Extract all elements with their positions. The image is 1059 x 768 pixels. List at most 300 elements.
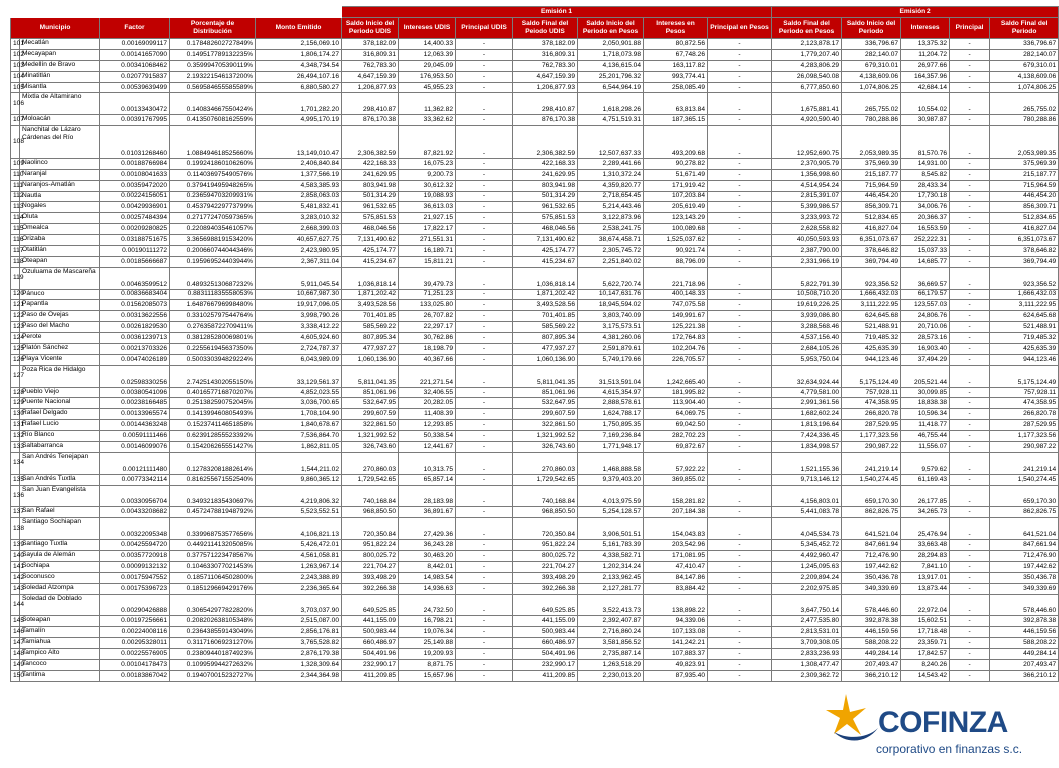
table-row [11,354,1059,365]
cell-sf-udis: 326,743.60 [513,442,578,453]
cell-sf-e2: 416,827.04 [990,224,1059,235]
cell-si-pesos: 5,161,783.39 [578,540,644,551]
cell-pr-e2: - [950,670,990,681]
cell-si-udis: 876,170.38 [342,115,399,126]
cell-int-udis: 50,338.54 [399,431,456,442]
cell-pr-pesos: - [708,474,772,485]
cell-si-e2: 366,210.12 [842,670,901,681]
cell-pr-pesos: - [708,649,772,660]
cell-si-pesos: 2,591,879.61 [578,343,644,354]
column-header: Saldo Final del Peiodo UDIS [513,18,578,39]
table-row [11,213,1059,224]
cell-sf-udis: 4,647,159.39 [513,71,578,82]
cell-sf-udis: 270,860.03 [513,452,578,474]
cell-no: 123 [11,322,20,333]
cell-pr-udis: - [456,638,513,649]
cell-porcentaje: 0.238094401874923% [170,649,256,660]
cell-int-e2: 16,903.40 [901,343,950,354]
cell-no: 139 [11,540,20,551]
table-row [11,322,1059,333]
table-row [11,245,1059,256]
cell-int-pesos: 63,813.84 [644,93,708,115]
table-row [11,431,1059,442]
cell-no: 125 [11,343,20,354]
cell-pr-udis: - [456,311,513,322]
cell-int-pesos: 1,525,037.62 [644,235,708,246]
cell-sf-udis: 468,046.56 [513,224,578,235]
cell-si-pesos: 4,136,615.04 [578,60,644,71]
cell-factor: 0.00425594720 [100,540,170,551]
table-row [11,649,1059,660]
cell-sf-e2: 4,138,609.06 [990,71,1059,82]
cell-pr-e2: - [950,126,990,159]
table-row [11,572,1059,583]
cell-pr-e2: - [950,245,990,256]
cell-monto: 2,406,840.84 [256,158,342,169]
cell-sf-udis: 1,060,136.90 [513,354,578,365]
cell-si-e2: 266,820.78 [842,409,901,420]
table-row [11,126,1059,159]
table-row [11,540,1059,551]
cell-pr-pesos: - [708,343,772,354]
cell-municipio: Medellín de Bravo [20,60,100,71]
cell-porcentaje: 0.127832081882614% [170,452,256,474]
cell-monto: 4,561,058.81 [256,550,342,561]
cell-pr-e2: - [950,540,990,551]
cell-porcentaje: 0.883111835558053% [170,289,256,300]
cell-porcentaje: 0.449211413205085% [170,540,256,551]
cell-si-udis: 649,525.85 [342,594,399,616]
cell-int-e2: 22,972.04 [901,594,950,616]
cell-sf-e2: 282,140.07 [990,49,1059,60]
cell-int-pesos: 94,339.06 [644,616,708,627]
cell-pr-udis: - [456,169,513,180]
cell-pr-udis: - [456,507,513,518]
cell-si-udis: 803,941.98 [342,180,399,191]
table-row [11,39,1059,50]
cell-municipio: Soledad Atzompa [20,583,100,594]
cell-pr-e2: - [950,343,990,354]
cell-si-e2: 350,436.78 [842,572,901,583]
cell-sf-pesos: 1,779,207.40 [772,49,842,60]
cell-sf-pesos: 1,245,095.63 [772,561,842,572]
cell-no: 135 [11,474,20,485]
cell-int-e2: 81,570.76 [901,126,950,159]
cell-si-pesos: 2,050,901.88 [578,39,644,50]
column-header: Intereses [901,18,950,39]
cell-int-pesos: 84,147.86 [644,572,708,583]
cell-si-pesos: 1,771,948.17 [578,442,644,453]
cell-municipio: Oteapan [20,256,100,267]
cell-sf-pesos: 1,813,196.64 [772,420,842,431]
cell-int-udis: 26,707.82 [399,311,456,322]
cell-si-udis: 701,401.85 [342,311,399,322]
cell-sf-udis: 800,025.72 [513,550,578,561]
cell-factor: 0.00225576905 [100,649,170,660]
cell-sf-udis: 477,937.27 [513,343,578,354]
cell-factor: 0.02077915837 [100,71,170,82]
cell-sf-pesos: 5,441,083.78 [772,507,842,518]
table-row [11,256,1059,267]
cell-int-pesos: 88,796.09 [644,256,708,267]
cell-si-e2: 944,123.46 [842,354,901,365]
cell-sf-pesos: 2,202,975.85 [772,583,842,594]
cell-sf-e2: 780,288.86 [990,115,1059,126]
cell-porcentaje: 0.195969524403944% [170,256,256,267]
cell-sf-pesos: 3,647,750.14 [772,594,842,616]
cell-municipio: Tamiahua [20,638,100,649]
cell-monto: 5,911,045.54 [256,267,342,289]
cell-si-udis: 1,060,136.90 [342,354,399,365]
cell-monto: 1,701,282.20 [256,93,342,115]
cell-pr-pesos: - [708,485,772,507]
table-row [11,343,1059,354]
cell-si-e2: 416,827.04 [842,224,901,235]
cell-pr-pesos: - [708,365,772,387]
cell-si-udis: 961,532.65 [342,202,399,213]
cell-no: 143 [11,583,20,594]
cell-no: 116 [11,235,20,246]
cell-int-pesos: 1,242,665.40 [644,365,708,387]
cell-sf-udis: 393,498.29 [513,572,578,583]
cell-sf-pesos: 1,521,155.36 [772,452,842,474]
cell-si-e2: 207,493.47 [842,659,901,670]
cell-no: 134 [11,452,20,474]
cell-int-udis: 20,282.05 [399,398,456,409]
cell-monto: 4,605,924.60 [256,333,342,344]
cell-si-udis: 326,743.60 [342,442,399,453]
cell-int-pesos: 107,203.84 [644,191,708,202]
cell-si-udis: 299,607.59 [342,409,399,420]
cell-pr-pesos: - [708,540,772,551]
cell-int-udis: 22,297.17 [399,322,456,333]
cell-pr-pesos: - [708,616,772,627]
cell-pr-udis: - [456,115,513,126]
cell-int-e2: 28,573.16 [901,333,950,344]
cell-sf-udis: 720,350.84 [513,518,578,540]
cell-porcentaje: 0.349321835430697% [170,485,256,507]
cell-factor: 0.00188766984 [100,158,170,169]
cell-int-udis: 12,063.39 [399,49,456,60]
cell-si-pesos: 6,544,964.19 [578,82,644,93]
cell-porcentaje: 0.271772470597365% [170,213,256,224]
cell-sf-udis: 803,941.98 [513,180,578,191]
cell-municipio: San Rafael [20,507,100,518]
cell-sf-e2: 1,540,274.45 [990,474,1059,485]
cell-sf-pesos: 1,675,881.41 [772,93,842,115]
cell-municipio: Omealca [20,224,100,235]
cell-int-udis: 24,732.50 [399,594,456,616]
cell-si-udis: 415,234.67 [342,256,399,267]
cell-factor: 0.00295328011 [100,638,170,649]
cell-int-udis: 19,076.34 [399,627,456,638]
cell-porcentaje: 0.453794229773799% [170,202,256,213]
cell-pr-udis: - [456,202,513,213]
cell-monto: 4,219,806.32 [256,485,342,507]
cell-int-pesos: 51,671.49 [644,169,708,180]
cell-int-e2: 11,204.72 [901,49,950,60]
cell-int-e2: 30,099.85 [901,387,950,398]
cell-pr-udis: - [456,267,513,289]
cell-no: 102 [11,49,20,60]
brand-name: COFINZA [878,706,1008,739]
cell-pr-pesos: - [708,431,772,442]
cell-int-udis: 15,811.21 [399,256,456,267]
cell-pr-udis: - [456,409,513,420]
cell-municipio: Sayula de Alemán [20,550,100,561]
cell-pr-pesos: - [708,235,772,246]
cell-factor: 0.00591111466 [100,431,170,442]
cell-int-e2: 30,987.87 [901,115,950,126]
cell-si-e2: 349,339.69 [842,583,901,594]
cell-si-udis: 4,647,159.39 [342,71,399,82]
cell-municipio: Puente Nacional [20,398,100,409]
cell-int-e2: 42,684.14 [901,82,950,93]
cell-int-pesos: 747,075.58 [644,300,708,311]
cell-pr-e2: - [950,507,990,518]
cell-int-e2: 17,842.57 [901,649,950,660]
cell-pr-pesos: - [708,180,772,191]
cell-pr-pesos: - [708,670,772,681]
cell-no: 101 [11,39,20,50]
cell-porcentaje: 0.104633077021453% [170,561,256,572]
cell-si-udis: 2,306,382.59 [342,126,399,159]
cell-pr-pesos: - [708,202,772,213]
table-row [11,115,1059,126]
header-spacer [11,7,342,18]
cell-factor: 0.00238166485 [100,398,170,409]
cell-sf-pesos: 1,682,602.24 [772,409,842,420]
cell-sf-e2: 350,436.78 [990,572,1059,583]
cell-si-e2: 2,053,989.35 [842,126,901,159]
cell-pr-udis: - [456,93,513,115]
cell-si-pesos: 7,169,236.84 [578,431,644,442]
cell-no: 140 [11,550,20,561]
cell-si-pesos: 1,718,073.98 [578,49,644,60]
cell-no: 129 [11,398,20,409]
cell-no: 136 [11,485,20,507]
cell-int-udis: 15,657.96 [399,670,456,681]
cell-pr-e2: - [950,550,990,561]
cell-municipio: Tamalín [20,627,100,638]
cell-sf-pesos: 4,514,954.24 [772,180,842,191]
cell-monto: 5,523,552.51 [256,507,342,518]
cell-factor: 0.00429936901 [100,202,170,213]
cell-si-e2: 215,187.77 [842,169,901,180]
cell-municipio: Paso de Ovejas [20,311,100,322]
table-row [11,169,1059,180]
cell-pr-pesos: - [708,638,772,649]
cell-municipio: San Andrés Tenejapan [20,452,100,474]
cell-factor: 0.00224156051 [100,191,170,202]
cell-int-e2: 16,553.59 [901,224,950,235]
cell-municipio: Nogales [20,202,100,213]
cell-municipio: Misantla [20,82,100,93]
cell-sf-e2: 369,794.49 [990,256,1059,267]
cell-pr-pesos: - [708,169,772,180]
cell-sf-e2: 446,159.56 [990,627,1059,638]
cell-no: 149 [11,659,20,670]
cell-factor: 0.00209280825 [100,224,170,235]
cell-pr-pesos: - [708,213,772,224]
cell-pr-e2: - [950,420,990,431]
cell-factor: 0.00099132132 [100,561,170,572]
cell-pr-e2: - [950,158,990,169]
cell-pr-pesos: - [708,507,772,518]
cell-int-pesos: 226,705.57 [644,354,708,365]
cell-sf-udis: 378,182.09 [513,39,578,50]
cell-int-udis: 87,821.92 [399,126,456,159]
cell-sf-udis: 5,811,041.35 [513,365,578,387]
cell-si-pesos: 18,945,594.02 [578,300,644,311]
cell-sf-udis: 701,401.85 [513,311,578,322]
column-header: Principal [950,18,990,39]
cell-int-udis: 17,822.17 [399,224,456,235]
cell-si-e2: 336,796.67 [842,39,901,50]
cell-pr-udis: - [456,485,513,507]
cell-si-e2: 719,485.32 [842,333,901,344]
cell-int-udis: 33,362.62 [399,115,456,126]
cell-si-pesos: 2,230,013.20 [578,670,644,681]
cell-sf-pesos: 40,050,593.93 [772,235,842,246]
cell-no: 146 [11,627,20,638]
cell-si-pesos: 2,392,407.87 [578,616,644,627]
cell-pr-udis: - [456,191,513,202]
cell-monto: 3,703,037.90 [256,594,342,616]
cell-no: 121 [11,300,20,311]
cell-int-udis: 25,149.88 [399,638,456,649]
cell-sf-e2: 1,074,806.25 [990,82,1059,93]
cell-sf-udis: 221,704.27 [513,561,578,572]
cell-pr-udis: - [456,550,513,561]
cell-si-e2: 378,646.82 [842,245,901,256]
column-header: Intereses UDIS [399,18,456,39]
column-header: Municipio [11,18,100,39]
cell-si-e2: 265,755.02 [842,93,901,115]
cell-factor: 0.00185666687 [100,256,170,267]
cell-int-udis: 14,400.33 [399,39,456,50]
cell-sf-udis: 232,990.17 [513,659,578,670]
cell-sf-udis: 876,170.38 [513,115,578,126]
cell-si-udis: 7,131,490.62 [342,235,399,246]
cell-si-udis: 468,046.56 [342,224,399,235]
cell-sf-udis: 411,209.85 [513,670,578,681]
cell-pr-e2: - [950,452,990,474]
cell-porcentaje: 0.377571223478567% [170,550,256,561]
cell-sf-e2: 847,661.94 [990,540,1059,551]
table-row [11,474,1059,485]
cell-int-pesos: 181,995.82 [644,387,708,398]
cell-si-pesos: 5,622,720.74 [578,267,644,289]
column-header: Factor [100,18,170,39]
cell-monto: 13,149,010.47 [256,126,342,159]
cell-pr-e2: - [950,638,990,649]
cell-porcentaje: 0.569584655585589% [170,82,256,93]
table-row [11,267,1059,289]
cell-sf-udis: 807,895.34 [513,333,578,344]
cell-int-udis: 36,243.28 [399,540,456,551]
cell-pr-e2: - [950,224,990,235]
cell-si-e2: 679,310.01 [842,60,901,71]
cell-factor: 0.00474026189 [100,354,170,365]
cell-porcentaje: 0.178482602727849% [170,39,256,50]
cell-int-udis: 12,293.85 [399,420,456,431]
cell-factor: 0.00213703326 [100,343,170,354]
cell-porcentaje: 3.365698819153420% [170,235,256,246]
cell-pr-e2: - [950,649,990,660]
cell-sf-udis: 422,168.33 [513,158,578,169]
cell-municipio: Minatitlán [20,71,100,82]
cell-sf-e2: 712,476.90 [990,550,1059,561]
cell-int-pesos: 123,143.29 [644,213,708,224]
cell-int-udis: 32,406.55 [399,387,456,398]
cell-factor: 0.00322095348 [100,518,170,540]
cell-pr-udis: - [456,398,513,409]
cell-factor: 0.00261829530 [100,322,170,333]
cell-si-udis: 322,861.50 [342,420,399,431]
cell-int-e2: 164,357.96 [901,71,950,82]
cell-si-e2: 6,351,073.67 [842,235,901,246]
cell-pr-e2: - [950,49,990,60]
cell-monto: 1,544,211.02 [256,452,342,474]
cell-porcentaje: 0.276358722709411% [170,322,256,333]
cell-sf-e2: 392,878.38 [990,616,1059,627]
cell-si-pesos: 2,538,241.75 [578,224,644,235]
cell-pr-udis: - [456,322,513,333]
cell-municipio: Mecayapan [20,49,100,60]
cell-int-e2: 13,375.32 [901,39,950,50]
cell-int-udis: 221,271.54 [399,365,456,387]
cell-sf-e2: 266,820.78 [990,409,1059,420]
cell-pr-e2: - [950,616,990,627]
cell-si-pesos: 31,513,591.04 [578,365,644,387]
cell-pr-udis: - [456,82,513,93]
cell-porcentaje: 0.200660744044346% [170,245,256,256]
cell-porcentaje: 0.311716069231270% [170,638,256,649]
cell-municipio: San Andrés Tuxtla [20,474,100,485]
cell-int-e2: 28,294.83 [901,550,950,561]
cell-int-udis: 11,362.82 [399,93,456,115]
cell-pr-udis: - [456,420,513,431]
cell-municipio: Perote [20,333,100,344]
cell-factor: 0.00836683404 [100,289,170,300]
cell-porcentaje: 0.141399460805493% [170,409,256,420]
cell-int-e2: 20,366.37 [901,213,950,224]
cell-pr-pesos: - [708,191,772,202]
cell-int-pesos: 69,042.50 [644,420,708,431]
cell-si-pesos: 12,507,637.33 [578,126,644,159]
cell-int-udis: 30,463.20 [399,550,456,561]
cell-municipio: Otatitlán [20,245,100,256]
cell-municipio: Rafael Lucio [20,420,100,431]
cell-porcentaje: 1.648766796998480% [170,300,256,311]
cell-pr-udis: - [456,71,513,82]
cell-int-pesos: 187,365.15 [644,115,708,126]
cell-si-udis: 316,809.31 [342,49,399,60]
cell-int-e2: 7,841.10 [901,561,950,572]
cell-pr-pesos: - [708,93,772,115]
cell-sf-e2: 215,187.77 [990,169,1059,180]
cell-int-e2: 24,806.76 [901,311,950,322]
cell-monto: 6,043,989.09 [256,354,342,365]
cell-sf-pesos: 32,634,924.44 [772,365,842,387]
cell-municipio: Playa Vicente [20,354,100,365]
cell-sf-e2: 862,826.75 [990,507,1059,518]
cell-sf-e2: 241,219.14 [990,452,1059,474]
cell-pr-udis: - [456,213,513,224]
cell-int-e2: 36,669.57 [901,267,950,289]
cell-sf-pesos: 4,779,581.00 [772,387,842,398]
